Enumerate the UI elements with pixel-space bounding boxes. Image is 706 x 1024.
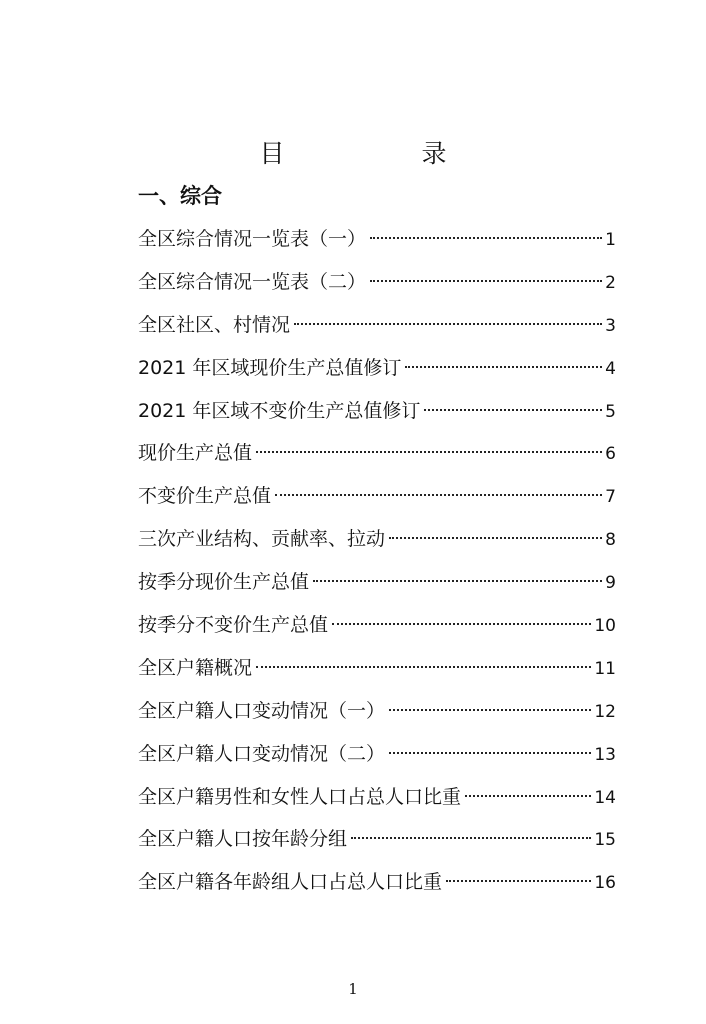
toc-entry[interactable]: [138, 783, 616, 826]
toc-entry[interactable]: [138, 439, 616, 482]
toc-entry-page: 14: [594, 787, 616, 808]
dot-leader: [389, 752, 591, 754]
table-of-contents: [138, 225, 616, 911]
toc-entry[interactable]: [138, 268, 616, 311]
toc-entry[interactable]: [138, 697, 616, 740]
toc-entry-page: 1: [605, 230, 616, 250]
toc-entry-title: 按季分不变价生产总值: [138, 614, 329, 637]
dot-leader: [332, 623, 591, 625]
toc-entry-page: 6: [605, 444, 616, 465]
dot-leader: [256, 666, 591, 668]
toc-entry[interactable]: [138, 611, 616, 654]
dot-leader: [351, 837, 591, 839]
toc-entry-title: 全区户籍人口变动情况（一）: [138, 699, 386, 722]
toc-entry-page: 16: [594, 873, 616, 894]
toc-entry-title: 2021 年区域现价生产总值修订: [138, 356, 402, 379]
toc-entry-title: 全区综合情况一览表（一）: [138, 228, 367, 250]
dot-leader: [275, 494, 602, 496]
dot-leader: [256, 451, 602, 453]
page-number: 1: [348, 980, 358, 998]
dot-leader: [294, 323, 602, 325]
dot-leader: [424, 409, 602, 411]
toc-entry-title: 全区综合情况一览表（二）: [138, 270, 367, 293]
toc-entry-page: 15: [594, 830, 616, 851]
toc-entry-page: 11: [594, 658, 616, 679]
toc-entry-title: 全区户籍男性和女性人口占总人口比重: [138, 785, 462, 808]
toc-entry-title: 全区户籍人口变动情况（二）: [138, 742, 386, 765]
toc-entry[interactable]: [138, 525, 616, 568]
toc-entry-title: 全区户籍人口按年龄分组: [138, 828, 348, 851]
toc-entry-page: 3: [605, 315, 616, 336]
dot-leader: [313, 580, 602, 582]
toc-entry[interactable]: [138, 397, 616, 440]
toc-entry-page: 13: [594, 744, 616, 765]
toc-entry-page: 12: [594, 701, 616, 722]
toc-entry[interactable]: [138, 354, 616, 397]
toc-entry[interactable]: [138, 225, 616, 268]
toc-entry-title: 全区社区、村情况: [138, 313, 291, 336]
dot-leader: [465, 795, 591, 797]
toc-entry-page: 8: [605, 530, 616, 551]
toc-entry[interactable]: [138, 825, 616, 868]
toc-entry[interactable]: [138, 568, 616, 611]
toc-entry-title: 现价生产总值: [138, 442, 253, 465]
toc-entry-title: 2021 年区域不变价生产总值修订: [138, 399, 421, 422]
toc-entry-page: 9: [605, 573, 616, 594]
dot-leader: [389, 537, 602, 539]
dot-leader: [389, 709, 591, 711]
toc-entry[interactable]: [138, 311, 616, 354]
dot-leader: [446, 880, 591, 882]
toc-entry-page: 7: [605, 487, 616, 508]
toc-entry-title: 不变价生产总值: [138, 485, 272, 508]
toc-entry[interactable]: [138, 482, 616, 525]
toc-entry-title: 全区户籍概况: [138, 656, 253, 679]
toc-entry-page: 10: [594, 616, 616, 637]
page-title: 目 录: [259, 139, 503, 168]
toc-entry-title: 三次产业结构、贡献率、拉动: [138, 528, 386, 551]
toc-entry[interactable]: [138, 740, 616, 783]
toc-entry-title: 全区户籍各年龄组人口占总人口比重: [138, 871, 443, 894]
section-heading: 一、综合: [138, 184, 222, 208]
toc-entry[interactable]: [138, 868, 616, 911]
toc-entry-title: 按季分现价生产总值: [138, 571, 310, 594]
toc-entry[interactable]: [138, 654, 616, 697]
dot-leader: [405, 366, 602, 368]
toc-entry-page: 2: [605, 272, 616, 293]
dot-leader: [370, 237, 602, 239]
dot-leader: [370, 280, 602, 282]
toc-entry-page: 5: [605, 401, 616, 422]
toc-entry-page: 4: [605, 358, 616, 379]
